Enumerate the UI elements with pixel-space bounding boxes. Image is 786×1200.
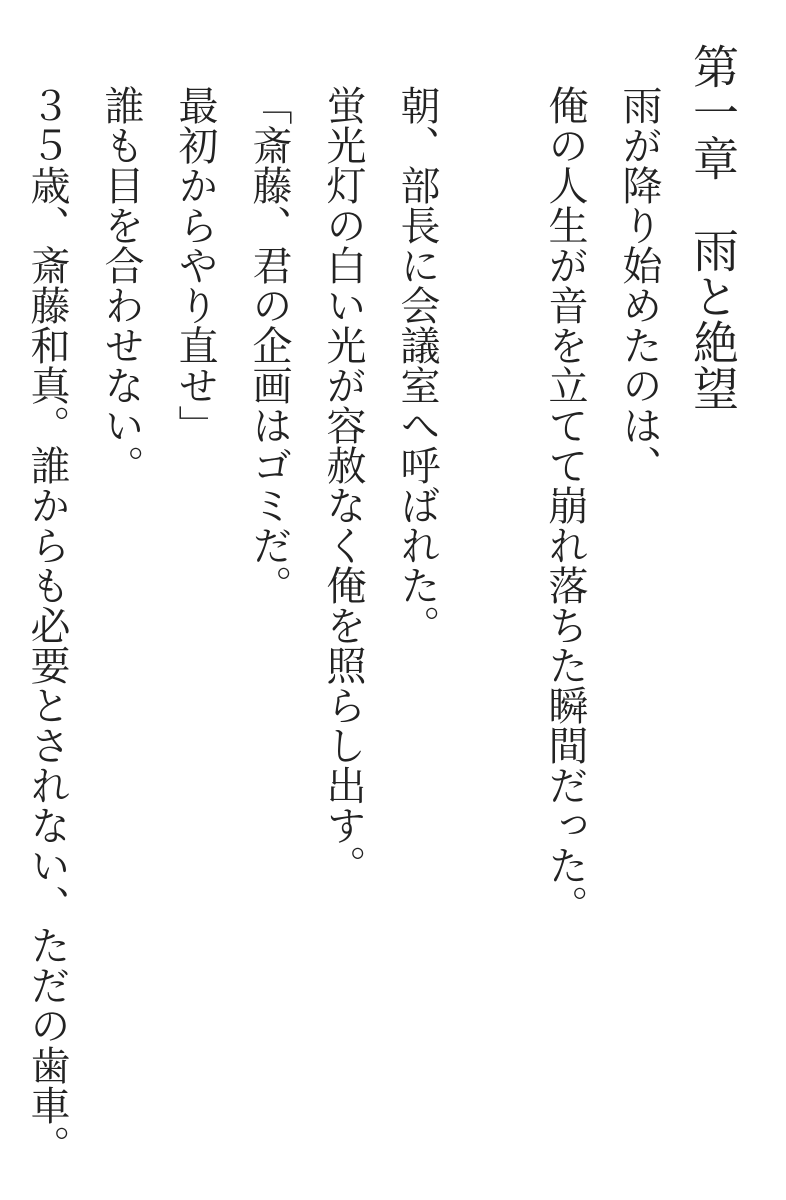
text-line: ３５歳、斎藤和真。誰からも必要とされない、ただの歯車。 [24,85,70,1165]
text-line: 蛍光灯の白い光が容赦なく俺を照らし出す。 [320,85,366,885]
text-line: 最初からやり直せ」 [172,85,218,445]
body-text [10,43,676,1200]
text-line: 朝、部長に会議室へ呼ばれた。 [394,85,440,645]
paragraph [528,43,676,1200]
text-line: 雨が降り始めたのは、 [616,85,662,485]
paragraph-gap [454,43,528,44]
text-line: 「斎藤、君の企画はゴミだ。 [246,85,292,605]
text-line: 俺の人生が音を立てて崩れ落ちた瞬間だった。 [542,85,588,925]
chapter-title: 第一章 雨と絶望 [686,43,740,411]
paragraph [10,43,454,1200]
text-line: 誰も目を合わせない。 [98,85,144,485]
